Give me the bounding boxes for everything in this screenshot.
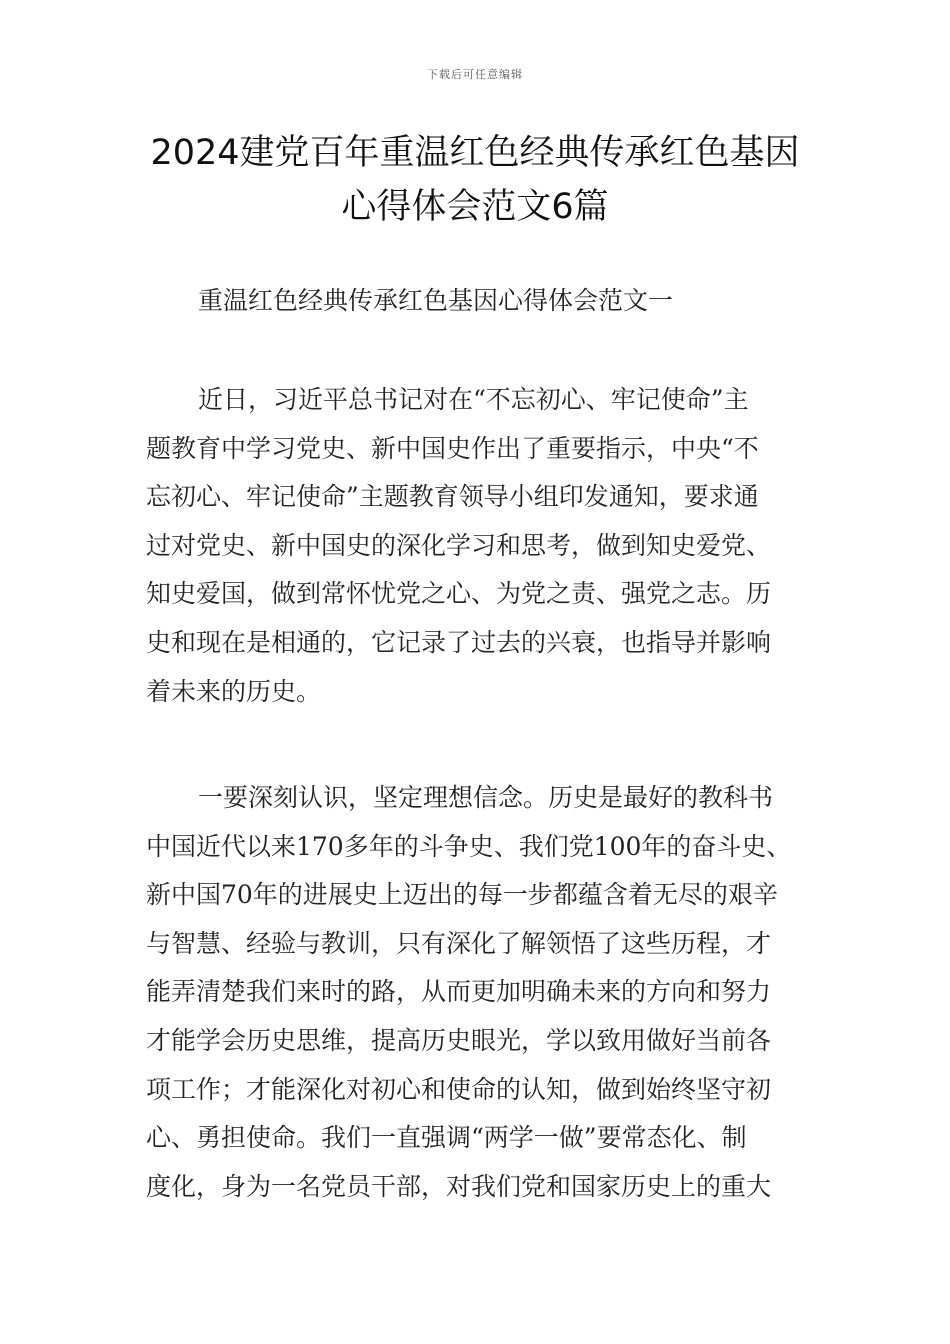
- paragraph-line: 知史爱国，做到常怀忧党之心、为党之责、强党之志。历: [146, 579, 772, 609]
- paragraph-line: 中国近代以来170多年的斗争史、我们党100年的奋斗史、: [146, 831, 792, 861]
- paragraph-line: 一要深刻认识，坚定理想信念。历史是最好的教科书: [198, 783, 774, 812]
- title-line: 2024建党百年重温红色经典传承红色基因: [150, 133, 800, 173]
- paragraph-line: 过对党史、新中国史的深化学习和思考，做到知史爱党、: [146, 530, 772, 560]
- paragraph-line: 与智慧、经验与教训，只有深化了解领悟了这些历程，才: [146, 928, 772, 958]
- paragraph-line: 才能学会历史思维，提高历史眼光，学以致用做好当前各: [146, 1025, 772, 1055]
- paragraph-line: 心、勇担使命。我们一直强调“两学一做”要常态化、制: [146, 1123, 747, 1153]
- document-title: [100, 126, 850, 234]
- header-note: 下载后可任意编辑: [427, 68, 523, 81]
- paragraph-line: 近日，习近平总书记对在“不忘初心、牢记使命”主: [198, 385, 749, 414]
- paragraph-line: 能弄清楚我们来时的路，从而更加明确未来的方向和努力: [146, 977, 772, 1007]
- paragraph-line: 史和现在是相通的，它记录了过去的兴衰，也指导并影响: [146, 627, 772, 657]
- paragraph: [146, 774, 810, 1211]
- section-heading: 重温红色经典传承红色基因心得体会范文一: [198, 286, 674, 315]
- paragraph-line: 新中国70年的进展史上迈出的每一步都蕴含着无尽的艰辛: [146, 880, 778, 910]
- paragraph-line: 忘初心、牢记使命”主题教育领导小组印发通知，要求通: [146, 482, 759, 512]
- paragraph-line: 题教育中学习党史、新中国史作出了重要指示，中央“不: [146, 433, 759, 463]
- paragraph: [146, 376, 810, 716]
- paragraph-line: 着未来的历史。: [146, 676, 322, 706]
- paragraph-line: 项工作；才能深化对初心和使命的认知，做到始终坚守初: [146, 1074, 772, 1104]
- paragraph-line: 度化，身为一名党员干部，对我们党和国家历史上的重大: [146, 1171, 772, 1201]
- title-line: 心得体会范文6篇: [341, 187, 609, 227]
